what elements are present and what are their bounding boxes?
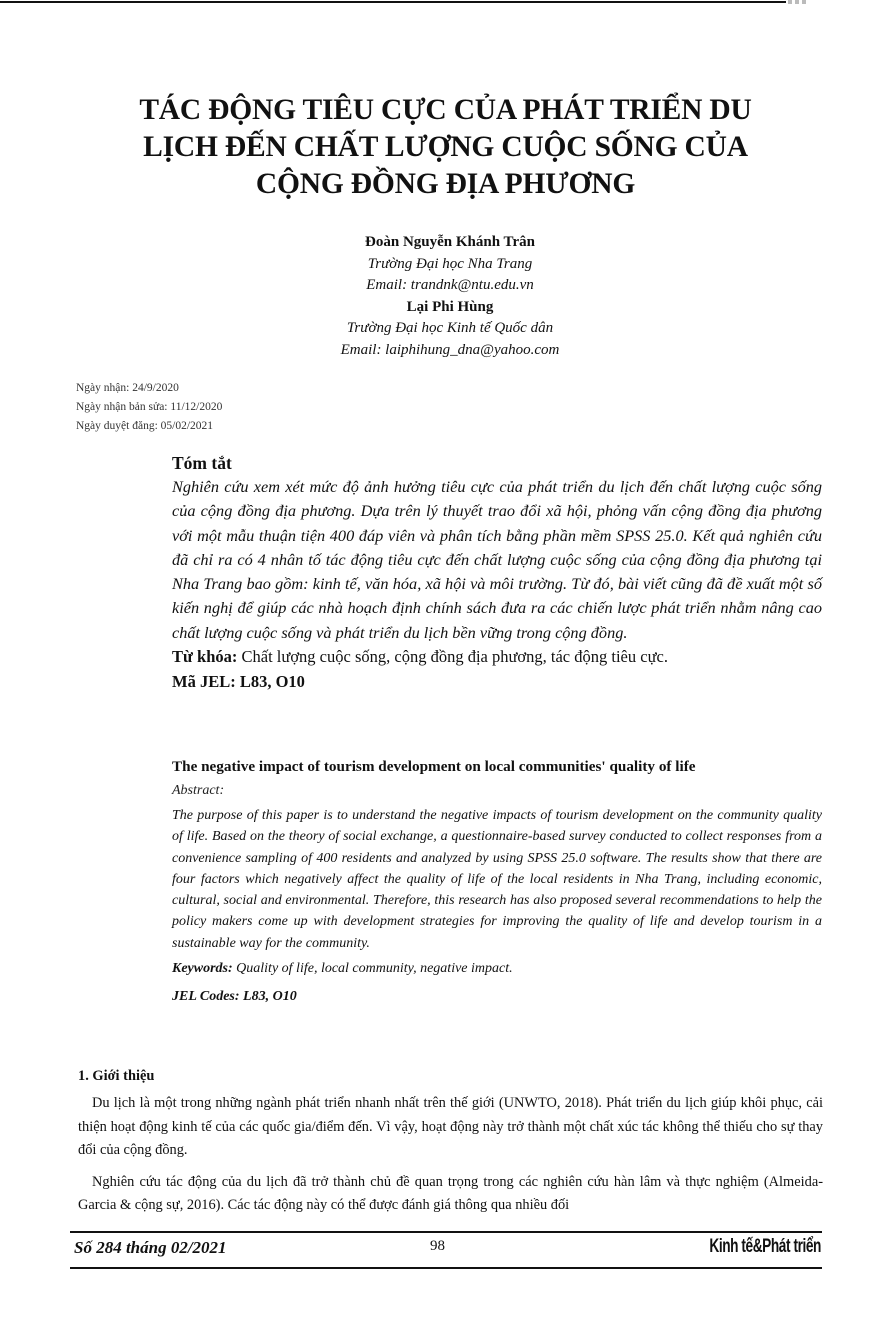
date-revised: Ngày nhận bản sửa: 11/12/2020 <box>76 401 223 413</box>
scan-mark <box>788 0 808 4</box>
journal-logo: Kinh tế&Phát triển <box>709 1236 821 1257</box>
keywords-text-vn: Chất lượng cuộc sống, cộng đồng địa phương, tác động tiêu cực. <box>237 647 668 667</box>
date-accepted: Ngày duyệt đăng: 05/02/2021 <box>76 420 214 432</box>
date-received: Ngày nhận: 24/9/2020 <box>76 382 179 394</box>
issue-label: Số 284 tháng 02/2021 <box>74 1238 227 1257</box>
author-email-2: Email: laiphihung_dna@yahoo.com <box>340 341 560 358</box>
article-title <box>60 92 831 203</box>
abstract-label-en: Abstract: <box>172 783 225 798</box>
keywords-vn <box>172 645 822 669</box>
author-affiliation-1: Trường Đại học Nha Trang <box>367 255 533 272</box>
english-title: The negative impact of tourism development on local communities' quality of life <box>172 758 696 775</box>
keywords-en <box>172 958 822 980</box>
keywords-label-vn: Từ khóa: <box>172 647 238 667</box>
keywords-label-en: Keywords: <box>172 961 233 977</box>
author-name-1: Đoàn Nguyễn Khánh Trân <box>365 234 535 250</box>
intro-paragraph-2: Nghiên cứu tác động của du lịch đã trở thành chủ đề quan trọng trong các nghiên cứu hàn lâm và thực nghiệm (Almeida-Garcia & cộng sự, 2016). Các tác động này có thể được đánh giá thông qua nhiều đối <box>78 1173 823 1213</box>
jel-codes-vn: Mã JEL: L83, O10 <box>172 672 305 692</box>
author-name-2: Lại Phi Hùng <box>406 298 494 315</box>
keywords-text-en: Quality of life, local community, negative impact. <box>232 961 513 977</box>
author-affiliation-2: Trường Đại học Kinh tế Quốc dân <box>346 320 554 336</box>
footer-rule-top <box>70 1231 822 1233</box>
abstract-heading-vn: Tóm tắt <box>172 453 232 473</box>
submission-dates <box>76 379 336 436</box>
footer-rule-bottom <box>70 1267 822 1269</box>
vietnamese-abstract <box>172 452 822 694</box>
english-abstract <box>172 757 822 1008</box>
author-block <box>200 232 700 361</box>
title-line-3: CỘNG ĐỒNG ĐỊA PHƯƠNG <box>255 168 636 200</box>
top-rule <box>0 1 786 3</box>
abstract-body-en: The purpose of this paper is to understand the negative impacts of tourism development on the community quality of life. Based on the theory of social exchange, a questionnaire-based survey conducted to collect responses from a convenience sampling of 400 residents and analyzed by using SPSS 25.0 software. The results show that there are four factors which negatively affect the quality of life of the local residents in Nha Trang, including economic, cultural, social and environmental. Therefore, this research has also proposed several recommendations to help the policy makers come up with development strategies for improving the quality of life and develop tourism in a sustainable way for the community. <box>172 808 822 951</box>
intro-paragraph-1: Du lịch là một trong những ngành phát triển nhanh nhất trên thế giới (UNWTO, 2018). Phát triển du lịch giúp khôi phục, cải thiện hoạt động kinh tế của các quốc gia/điểm đến. Vì vậy, hoạt động này trở thành một chất xúc tác không thể thiếu cho sự thay đổi của cộng đồng. <box>78 1095 823 1158</box>
abstract-body-vn: Nghiên cứu xem xét mức độ ảnh hưởng tiêu cực của phát triển du lịch đến chất lượng cuộc sống của cộng đồng địa phương. Dựa trên lý thuyết trao đổi xã hội, phỏng vấn cộng đồng địa phương với một mẫu thuận tiện 400 đáp viên và phân tích bằng phần mềm SPSS 25.0. Kết quả nghiên cứu đã chỉ ra có 4 nhân tố tác động tiêu cực đến chất lượng cuộc sống của cộng đồng địa phương tại Nha Trang bao gồm: kinh tế, văn hóa, xã hội và môi trường. Từ đó, bài viết cũng đã đề xuất một số kiến nghị để giúp các nhà hoạch định chính sách đưa ra các chiến lược phát triển nhằm nâng cao chất lượng cuộc sống và phát triển du lịch bền vững trong cộng đồng. <box>172 477 822 642</box>
title-line-2: LỊCH ĐẾN CHẤT LƯỢNG CUỘC SỐNG CỦA <box>143 131 748 163</box>
page-number: 98 <box>430 1238 445 1254</box>
introduction-section <box>78 1066 823 1218</box>
jel-codes-en: JEL Codes: L83, O10 <box>172 989 297 1005</box>
author-email-1: Email: trandnk@ntu.edu.vn <box>366 277 534 293</box>
title-line-1: TÁC ĐỘNG TIÊU CỰC CỦA PHÁT TRIỂN DU <box>139 94 752 126</box>
introduction-heading: 1. Giới thiệu <box>78 1068 155 1084</box>
